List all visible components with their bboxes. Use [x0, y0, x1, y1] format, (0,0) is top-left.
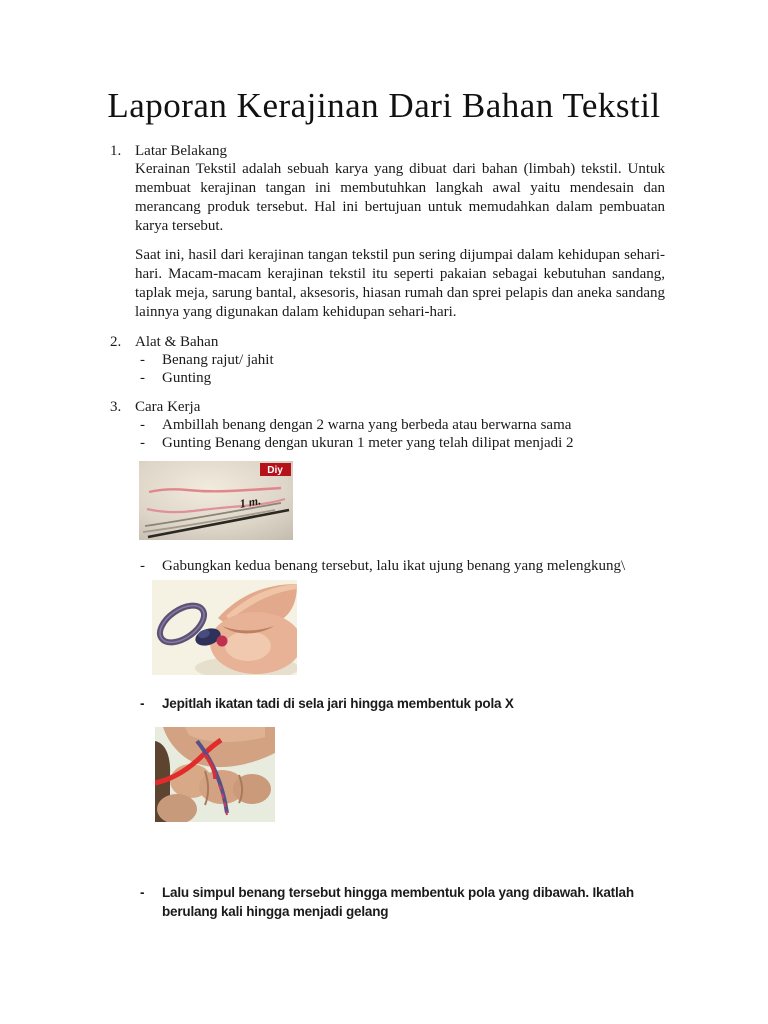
- section-2-heading: Alat & Bahan: [135, 334, 219, 350]
- bullet-dash: -: [140, 435, 145, 451]
- list-item-text: Jepitlah ikatan tadi di sela jari hingga membentuk pola X: [162, 696, 514, 711]
- list-item-text: Gunting: [162, 370, 212, 386]
- section-3-heading: Cara Kerja: [135, 399, 201, 415]
- list-item-text: Gunting Benang dengan ukuran 1 meter yang telah dilipat menjadi 2: [162, 435, 574, 451]
- list-item: [140, 557, 660, 576]
- section-2-heading-row: [110, 333, 218, 352]
- bullet-dash: -: [140, 417, 145, 433]
- list-item: [140, 434, 660, 453]
- bullet-dash: -: [140, 696, 145, 711]
- list-item-text: Lalu simpul benang tersebut hingga membentuk pola yang dibawah. Ikatlah berulang kali hingga menjadi gelang: [162, 885, 634, 919]
- section-1-number: 1.: [110, 143, 122, 159]
- list-item-text: Benang rajut/ jahit: [162, 352, 274, 368]
- list-item: [140, 369, 660, 388]
- figure-threads-photo: [139, 461, 293, 540]
- red-yarn-end: [217, 636, 228, 647]
- list-item-text: Gabungkan kedua benang tersebut, lalu ikat ujung benang yang melengkung\: [162, 558, 626, 574]
- list-item: [140, 694, 660, 713]
- list-item: [140, 416, 660, 435]
- list-item: [140, 351, 660, 370]
- section-1-paragraph-1: Kerainan Tekstil adalah sebuah karya yang dibuat dari bahan (limbah) tekstil. Untuk membuat kerajinan tangan ini membutuhkan langkah awal yaitu mendesain dan merancang produk tersebut. Hal ini bertujuan untuk memudahkan dalam pembuatan karya tersebut.: [135, 161, 665, 234]
- section-3-number: 3.: [110, 399, 122, 415]
- section-1-heading-row: [110, 142, 227, 161]
- figure-x-pattern-photo: [155, 727, 275, 822]
- page-title: Laporan Kerajinan Dari Bahan Tekstil: [107, 86, 661, 125]
- finger-3: [233, 774, 271, 804]
- figure-knot-photo: [152, 580, 297, 675]
- bullet-dash: -: [140, 370, 145, 386]
- fingernail: [225, 631, 271, 661]
- bullet-dash: -: [140, 885, 145, 900]
- measure-label: 1 m.: [238, 493, 263, 511]
- section-1-heading: Latar Belakang: [135, 143, 228, 159]
- bullet-dash: -: [140, 558, 145, 574]
- section-3-heading-row: [110, 398, 200, 417]
- bullet-dash: -: [140, 352, 145, 368]
- list-item-text: Ambillah benang dengan 2 warna yang berbeda atau berwarna sama: [162, 417, 572, 433]
- diy-logo: Diy: [267, 465, 283, 476]
- section-2-number: 2.: [110, 334, 122, 350]
- list-item: [140, 883, 660, 921]
- section-1-paragraph-2: Saat ini, hasil dari kerajinan tangan tekstil pun sering dijumpai dalam kehidupan sehari-hari. Macam-macam kerajinan tekstil itu seperti pakaian sebagai kebutuhan sandang, taplak meja, sarung bantal, aksesoris, hiasan rumah dan sprei pelapis dan aneka sandang lainnya yang digunakan dalam kehidupan sehari-hari.: [135, 247, 665, 320]
